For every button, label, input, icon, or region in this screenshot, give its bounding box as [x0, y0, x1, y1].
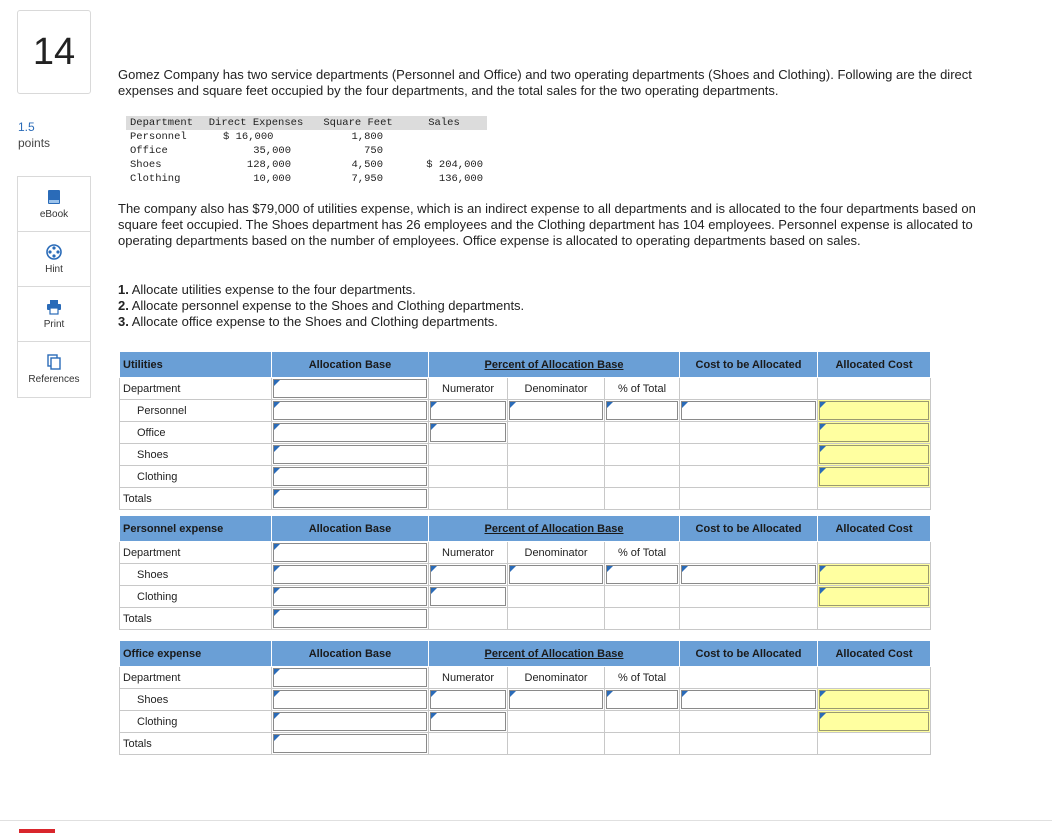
utilities-allocation-table — [119, 351, 931, 510]
data-header: Direct Expenses — [197, 116, 315, 130]
empty-cell — [818, 378, 931, 400]
empty-cell — [605, 444, 680, 466]
cost-to-allocate-header: Cost to be Allocated — [680, 641, 818, 667]
allocated-cost-input[interactable] — [818, 564, 931, 586]
allocation-base-input[interactable] — [272, 466, 429, 488]
department-label: Department — [120, 378, 272, 400]
row-label: Clothing — [120, 711, 272, 733]
data-cell: Personnel — [130, 131, 187, 143]
empty-cell — [605, 586, 680, 608]
cost-to-allocate-header: Cost to be Allocated — [680, 516, 818, 542]
data-cell: Shoes — [130, 159, 162, 171]
personnel-row-totals — [120, 608, 931, 630]
personnel-row-shoes — [120, 564, 931, 586]
data-row — [126, 158, 487, 172]
empty-cell — [680, 608, 818, 630]
allocation-base-header: Allocation Base — [272, 352, 429, 378]
allocation-base-input[interactable] — [272, 667, 429, 689]
office-header-row — [120, 641, 931, 667]
row-label: Personnel — [120, 400, 272, 422]
allocation-base-input[interactable] — [272, 378, 429, 400]
empty-cell — [508, 608, 605, 630]
task-text: Allocate utilities expense to the four departments. — [128, 282, 416, 297]
allocated-cost-input[interactable] — [818, 466, 931, 488]
data-cell: 7,950 — [351, 173, 384, 185]
tool-panel — [17, 176, 91, 398]
task-item — [118, 314, 524, 330]
empty-cell — [429, 488, 508, 510]
totals-label: Totals — [120, 733, 272, 755]
task-number: 1. — [118, 282, 129, 297]
allocated-cost-input[interactable] — [818, 689, 931, 711]
data-cell: 35,000 — [253, 145, 292, 157]
cost-to-allocate-input[interactable] — [680, 400, 818, 422]
empty-cell — [605, 711, 680, 733]
hint-button[interactable] — [18, 232, 90, 287]
allocation-base-header: Allocation Base — [272, 516, 429, 542]
row-label: Shoes — [120, 444, 272, 466]
department-label: Department — [120, 542, 272, 564]
data-cell: $ 204,000 — [426, 159, 484, 171]
denominator-input[interactable] — [508, 689, 605, 711]
data-cell: 4,500 — [351, 159, 384, 171]
totals-label: Totals — [120, 488, 272, 510]
allocation-base-total-input[interactable] — [272, 733, 429, 755]
empty-cell — [818, 608, 931, 630]
office-title: Office expense — [120, 641, 272, 667]
empty-cell — [680, 422, 818, 444]
references-label: References — [28, 374, 80, 385]
utilities-row-personnel — [120, 400, 931, 422]
pct-total-label: % of Total — [605, 378, 680, 400]
data-row — [126, 130, 487, 144]
personnel-allocation-table — [119, 515, 931, 630]
ebook-label: eBook — [39, 208, 69, 220]
empty-cell — [680, 542, 818, 564]
empty-cell — [605, 466, 680, 488]
empty-cell — [680, 488, 818, 510]
pct-total-input[interactable] — [605, 564, 680, 586]
allocation-base-input[interactable] — [272, 586, 429, 608]
numerator-label: Numerator — [429, 542, 508, 564]
task-list — [118, 282, 524, 330]
points-info — [18, 119, 50, 151]
row-label: Clothing — [120, 586, 272, 608]
data-header: Department — [126, 116, 197, 130]
points-value: 1.5 — [18, 120, 35, 134]
task-text: Allocate office expense to the Shoes and Clothing departments. — [128, 314, 498, 329]
question-number: 14 — [17, 10, 91, 94]
references-button[interactable] — [18, 342, 90, 397]
empty-cell — [508, 586, 605, 608]
personnel-header-row — [120, 516, 931, 542]
row-label: Shoes — [120, 564, 272, 586]
personnel-subheader-row — [120, 542, 931, 564]
empty-cell — [818, 733, 931, 755]
data-cell — [401, 130, 487, 144]
bottom-bar — [0, 820, 1052, 832]
allocated-cost-header: Allocated Cost — [818, 641, 931, 667]
empty-cell — [818, 667, 931, 689]
data-table-header — [126, 116, 487, 130]
row-label: Clothing — [120, 466, 272, 488]
empty-cell — [605, 608, 680, 630]
utilities-header-row — [120, 352, 931, 378]
ebook-button[interactable] — [18, 177, 90, 232]
numerator-input[interactable] — [429, 689, 508, 711]
print-label: Print — [43, 318, 65, 330]
empty-cell — [508, 422, 605, 444]
office-allocation-table — [119, 640, 931, 755]
empty-cell — [680, 586, 818, 608]
allocated-cost-input[interactable] — [818, 444, 931, 466]
totals-label: Totals — [120, 608, 272, 630]
cost-to-allocate-input[interactable] — [680, 689, 818, 711]
office-row-shoes — [120, 689, 931, 711]
book-icon — [46, 189, 62, 205]
numerator-input[interactable] — [429, 422, 508, 444]
empty-cell — [508, 733, 605, 755]
empty-cell — [680, 711, 818, 733]
department-data-table — [126, 116, 487, 186]
denominator-label: Denominator — [508, 542, 605, 564]
empty-cell — [508, 444, 605, 466]
data-header: Sales — [401, 116, 487, 130]
empty-cell — [429, 466, 508, 488]
data-cell: 10,000 — [253, 173, 292, 185]
data-cell: Office — [130, 145, 168, 157]
data-cell: 128,000 — [246, 159, 292, 171]
allocated-cost-input[interactable] — [818, 711, 931, 733]
office-subheader-row — [120, 667, 931, 689]
allocation-base-input[interactable] — [272, 689, 429, 711]
cost-to-allocate-input[interactable] — [680, 564, 818, 586]
percent-header: Percent of Allocation Base — [429, 516, 680, 542]
numerator-input[interactable] — [429, 586, 508, 608]
utilities-row-totals — [120, 488, 931, 510]
utilities-paragraph: The company also has $79,000 of utilities expense, which is an indirect expense to all departments and is allocated to the four departments based on square feet occupied. The Shoes department has 26 employees and the Clothing department has 104 employees. Personnel expense is allocated to operating departments based on the number of employees. Office expense is allocated to operating departments based on sales. — [118, 201, 976, 248]
empty-cell — [818, 488, 931, 510]
utilities-row-shoes — [120, 444, 931, 466]
utilities-row-office — [120, 422, 931, 444]
empty-cell — [605, 733, 680, 755]
hint-icon — [46, 244, 62, 260]
pct-total-input[interactable] — [605, 689, 680, 711]
allocated-cost-header: Allocated Cost — [818, 516, 931, 542]
pct-total-input[interactable] — [605, 400, 680, 422]
personnel-row-clothing — [120, 586, 931, 608]
data-cell: 750 — [364, 145, 384, 157]
numerator-input[interactable] — [429, 564, 508, 586]
empty-cell — [429, 733, 508, 755]
allocation-base-input[interactable] — [272, 711, 429, 733]
empty-cell — [605, 422, 680, 444]
denominator-input[interactable] — [508, 564, 605, 586]
empty-cell — [680, 466, 818, 488]
personnel-title: Personnel expense — [120, 516, 272, 542]
hint-label: Hint — [45, 263, 63, 275]
pct-total-label: % of Total — [605, 542, 680, 564]
data-cell: $ 16,000 — [223, 131, 274, 143]
allocated-cost-header: Allocated Cost — [818, 352, 931, 378]
references-icon — [46, 354, 62, 370]
empty-cell — [508, 466, 605, 488]
allocated-cost-input[interactable] — [818, 400, 931, 422]
progress-marker — [19, 829, 55, 833]
empty-cell — [508, 488, 605, 510]
row-label: Office — [120, 422, 272, 444]
allocated-cost-input[interactable] — [818, 586, 931, 608]
intro-text: Gomez Company has two service departments (Personnel and Office) and two operating departments (Shoes and Clothing). Following are the direct expenses and square feet occupied by the four departments, and the total sales for the two operating departments. — [118, 67, 972, 98]
pct-total-label: % of Total — [605, 667, 680, 689]
allocation-base-total-input[interactable] — [272, 608, 429, 630]
allocation-base-input[interactable] — [272, 542, 429, 564]
task-item — [118, 298, 524, 314]
percent-header: Percent of Allocation Base — [429, 352, 680, 378]
denominator-label: Denominator — [508, 667, 605, 689]
print-button[interactable] — [18, 287, 90, 342]
data-cell: Clothing — [130, 173, 181, 185]
print-icon — [46, 299, 62, 315]
empty-cell — [680, 444, 818, 466]
allocation-base-total-input[interactable] — [272, 488, 429, 510]
empty-cell — [605, 488, 680, 510]
task-text: Allocate personnel expense to the Shoes and Clothing departments. — [128, 298, 525, 313]
cost-to-allocate-header: Cost to be Allocated — [680, 352, 818, 378]
task-item — [118, 282, 524, 298]
allocation-base-input[interactable] — [272, 444, 429, 466]
data-cell: 1,800 — [351, 131, 384, 143]
points-label: points — [18, 136, 51, 150]
office-row-clothing — [120, 711, 931, 733]
numerator-label: Numerator — [429, 667, 508, 689]
numerator-input[interactable] — [429, 400, 508, 422]
row-label: Shoes — [120, 689, 272, 711]
department-label: Department — [120, 667, 272, 689]
numerator-label: Numerator — [429, 378, 508, 400]
data-row — [126, 144, 487, 158]
denominator-label: Denominator — [508, 378, 605, 400]
allocated-cost-input[interactable] — [818, 422, 931, 444]
data-row — [126, 172, 487, 186]
allocation-base-input[interactable] — [272, 422, 429, 444]
empty-cell — [680, 733, 818, 755]
empty-cell — [429, 608, 508, 630]
empty-cell — [680, 378, 818, 400]
empty-cell — [508, 711, 605, 733]
allocation-base-header: Allocation Base — [272, 641, 429, 667]
allocation-base-input[interactable] — [272, 400, 429, 422]
allocation-base-input[interactable] — [272, 564, 429, 586]
empty-cell — [429, 444, 508, 466]
task-number: 2. — [118, 298, 129, 313]
numerator-input[interactable] — [429, 711, 508, 733]
data-header: Square Feet — [315, 116, 401, 130]
utilities-title: Utilities — [120, 352, 272, 378]
office-row-totals — [120, 733, 931, 755]
denominator-input[interactable] — [508, 400, 605, 422]
utilities-row-clothing — [120, 466, 931, 488]
data-cell — [401, 144, 487, 158]
empty-cell — [818, 542, 931, 564]
utilities-subheader-row — [120, 378, 931, 400]
data-cell: 136,000 — [438, 173, 484, 185]
percent-header: Percent of Allocation Base — [429, 641, 680, 667]
empty-cell — [680, 667, 818, 689]
task-number: 3. — [118, 314, 129, 329]
